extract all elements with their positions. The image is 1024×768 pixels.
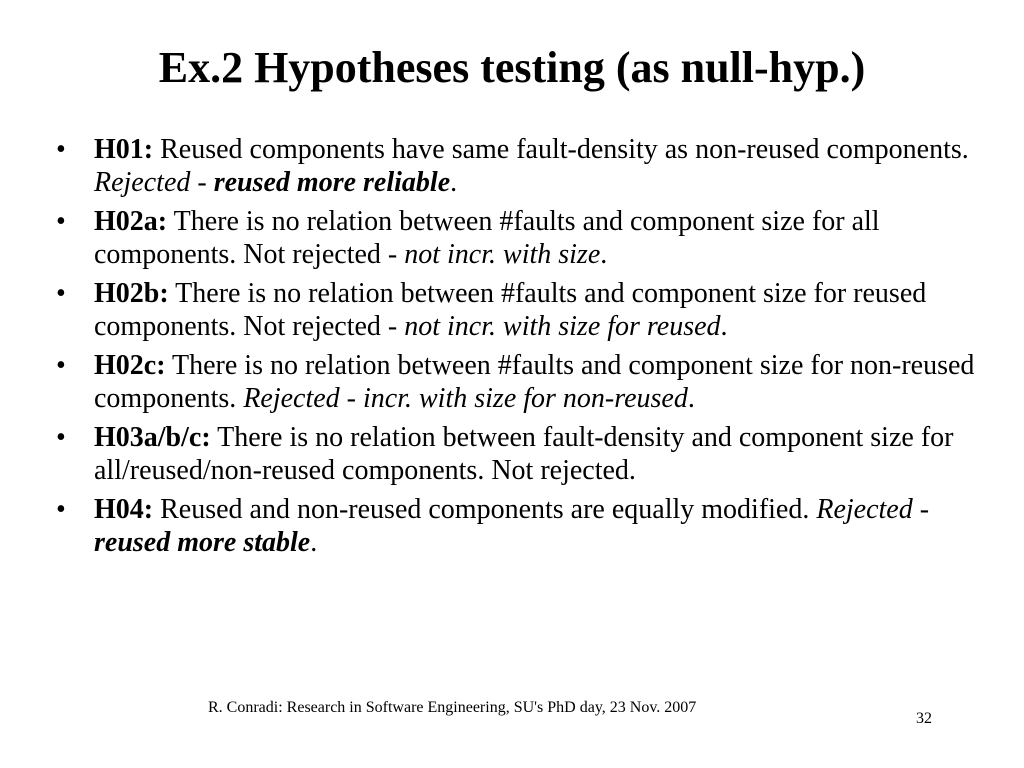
hypothesis-label: H04: — [94, 494, 154, 525]
hypothesis-conclusion: not incr. with size — [404, 238, 601, 270]
bullet-item-h03abc — [52, 422, 982, 487]
separator: - — [919, 494, 930, 525]
slide-title: Ex.2 Hypotheses testing (as null-hyp.) — [158, 43, 866, 92]
hypothesis-text: There is no relation between #faults and component size for all components. Not rejected - — [94, 206, 880, 270]
hypothesis-conclusion: not incr. with size for reused — [404, 310, 721, 342]
hypothesis-result: Rejected — [816, 494, 920, 525]
hypothesis-label: H02a: — [94, 206, 168, 237]
bullet-dot: • — [56, 422, 66, 453]
hypothesis-text: There is no relation between #faults and component size for reused components. Not rejected - — [94, 278, 927, 342]
bullet-item-h02b — [52, 278, 982, 343]
bullet-dot: • — [56, 134, 66, 165]
bullet-item-h02a — [52, 206, 982, 271]
hypothesis-conclusion: Rejected - incr. with size for non-reused — [243, 382, 688, 414]
hypothesis-conclusion: reused more stable — [94, 526, 311, 558]
slide-footer: R. Conradi: Research in Software Engineering, SU's PhD day, 23 Nov. 2007 — [208, 699, 697, 716]
hypothesis-text: Reused components have same fault-density as non-reused components. — [153, 134, 969, 165]
bullet-list — [52, 134, 982, 566]
bullet-dot: • — [56, 206, 66, 237]
hypothesis-text: Reused and non-reused components are equally modified. — [153, 494, 817, 525]
bullet-item-h01 — [52, 134, 982, 199]
punctuation: . — [720, 310, 728, 342]
bullet-dot: • — [56, 494, 66, 525]
punctuation: . — [450, 166, 458, 198]
hypothesis-result: Rejected — [94, 166, 191, 198]
separator: - — [190, 166, 214, 198]
bullet-dot: • — [56, 278, 66, 309]
bullet-item-h04 — [52, 494, 982, 559]
bullet-item-h02c — [52, 350, 982, 415]
hypothesis-text: There is no relation between fault-density and component size for all/reused/non-reused components. Not rejected. — [94, 422, 954, 486]
hypothesis-label: H02c: — [94, 350, 166, 381]
hypothesis-label: H03a/b/c: — [94, 422, 211, 453]
punctuation: . — [310, 526, 318, 558]
bullet-dot: • — [56, 350, 66, 381]
hypothesis-label: H01: — [94, 134, 154, 165]
page-number: 32 — [916, 710, 932, 727]
hypothesis-label: H02b: — [94, 278, 169, 309]
hypothesis-conclusion: reused more reliable — [213, 166, 451, 198]
punctuation: . — [600, 238, 608, 270]
hypothesis-text: There is no relation between #faults and component size for non-reused components. — [94, 350, 975, 414]
punctuation: . — [687, 382, 695, 414]
